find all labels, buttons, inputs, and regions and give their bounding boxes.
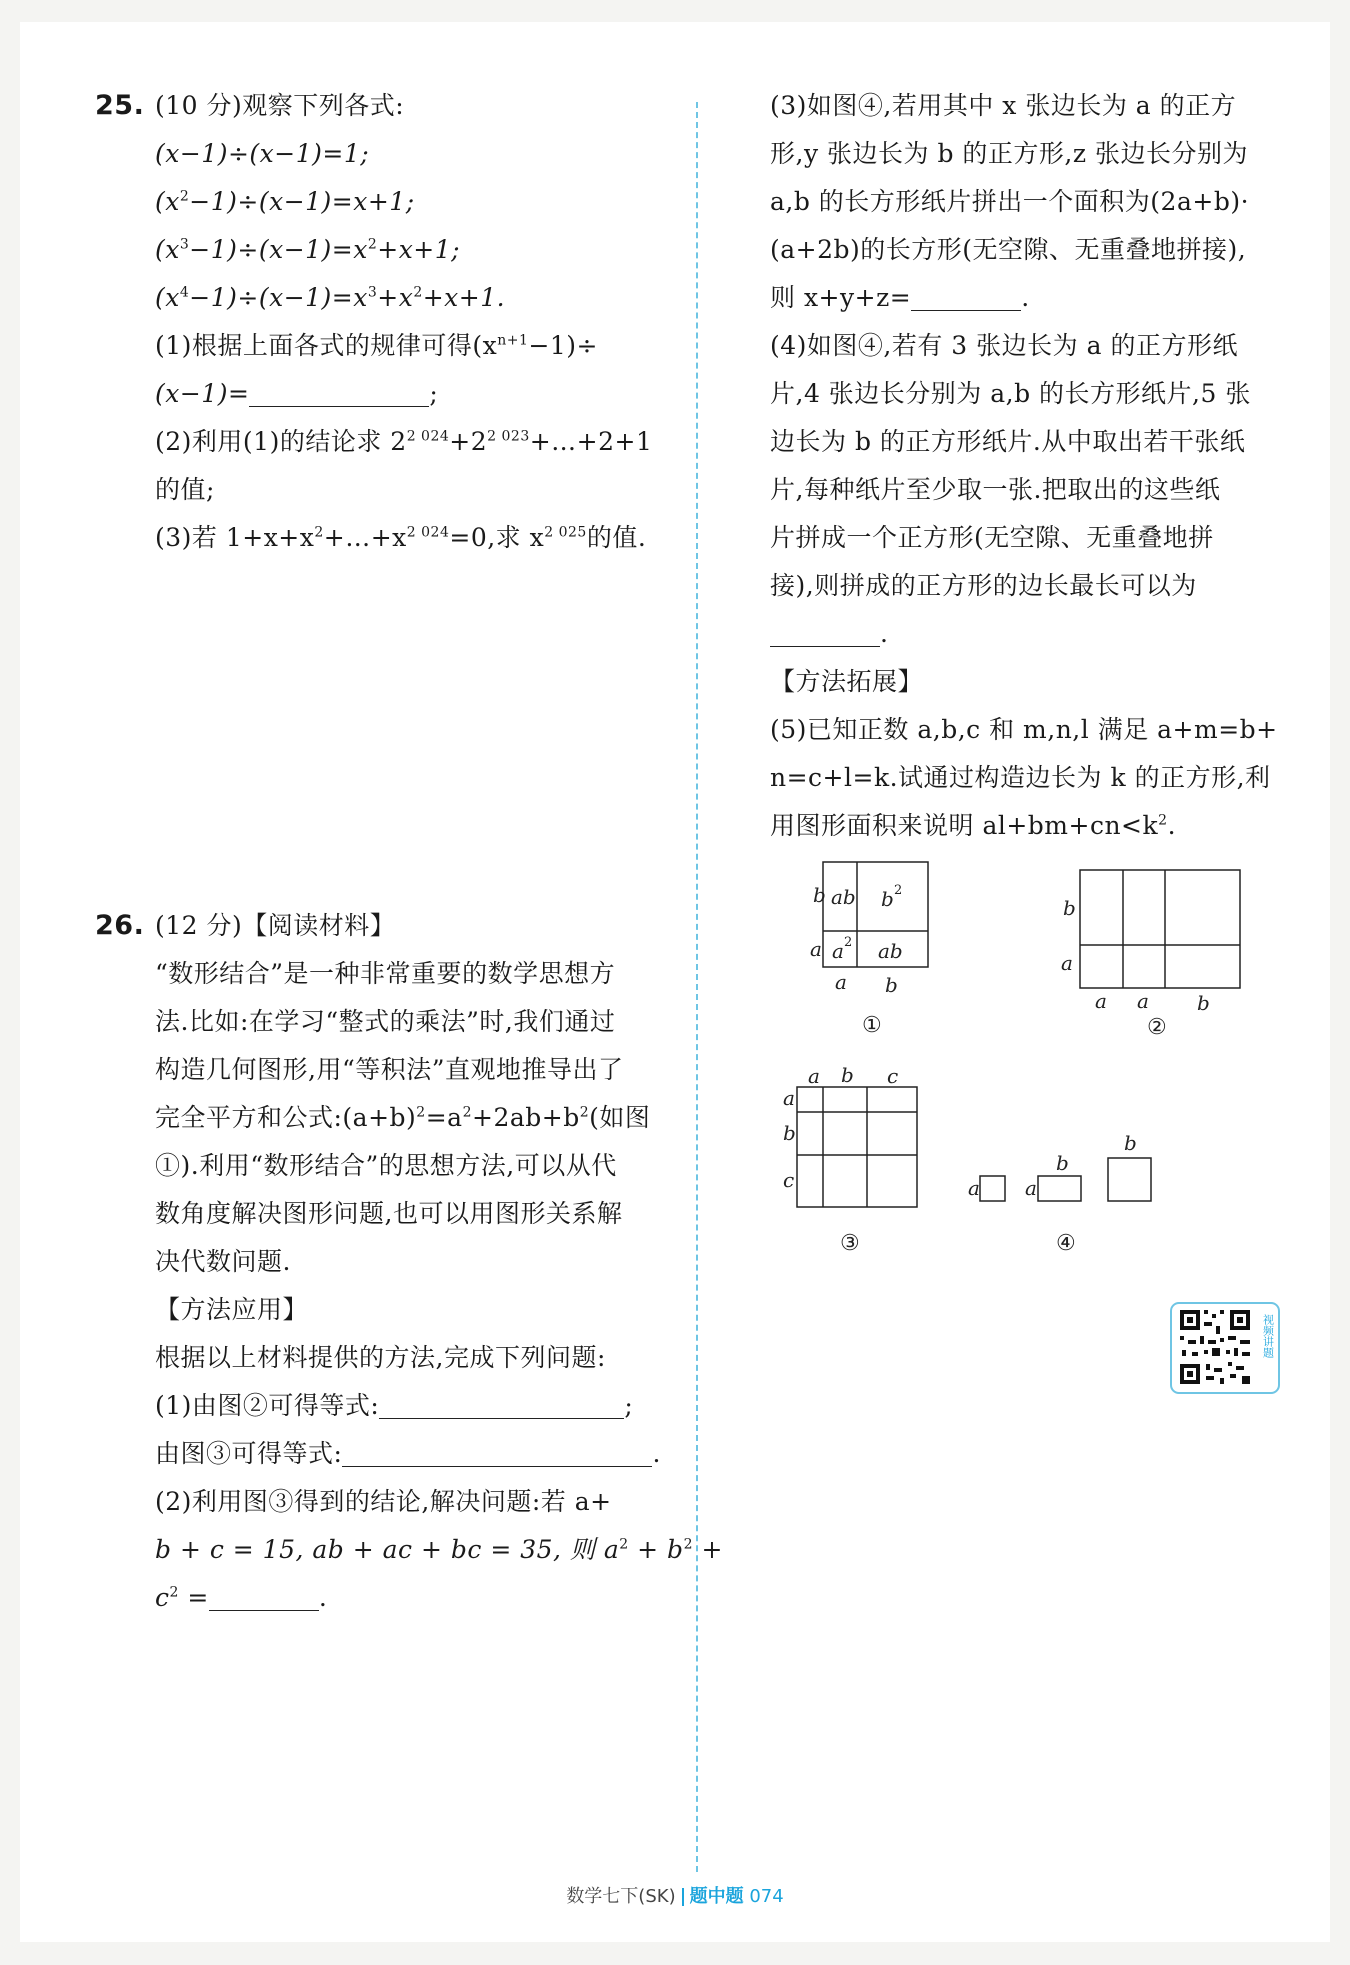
part4-line: 片,4 张边长分别为 a,b 的长方形纸片,5 张 (770, 379, 1251, 408)
footer-book-title: 数学七下(SK) (566, 1886, 676, 1907)
part4-line: 片拼成一个正方形(无空隙、无重叠地拼 (770, 523, 1214, 552)
figure-4 (968, 1131, 1151, 1256)
label-c: c (887, 1064, 899, 1088)
figure-3-caption: ③ (840, 1231, 860, 1256)
q25-part1-answer: (x−1)= ; (155, 379, 439, 408)
left-column (95, 82, 680, 562)
label-a: a (808, 1064, 820, 1088)
label-b: b (885, 973, 898, 997)
figure-4-caption: ④ (1056, 1231, 1076, 1256)
label-b: b (841, 1063, 854, 1087)
part3-line: 形,y 张边长为 b 的正方形,z 张边长分别为 (770, 139, 1248, 168)
part4-line: 片,每种纸片至少取一张.把取出的这些纸 (770, 475, 1221, 504)
part5-line: 用图形面积来说明 $al+bm+cn<k^2$. (770, 811, 1177, 840)
label-a: a (1095, 989, 1107, 1013)
part5-line: n=c+l=k.试通过构造边长为 k 的正方形,利 (770, 763, 1271, 792)
q25-eq3: $(x^3-1)\div(x-1)=x^2+x+1$; (155, 235, 461, 264)
reading-line: “数形结合”是一种非常重要的数学思想方 (155, 959, 616, 988)
part3-line: (a+2b)的长方形(无空隙、无重叠地拼接), (770, 235, 1247, 264)
q25-part1: (1)根据上面各式的规律可得$(x^{n+1}-1)\div$ (155, 331, 598, 360)
part4-line: 接),则拼成的正方形的边长最长可以为 (770, 571, 1197, 600)
answer-blank[interactable] (209, 1588, 319, 1611)
extension-heading: 【方法拓展】 (770, 667, 924, 696)
q26-part1b: 由图③可得等式: . (155, 1439, 661, 1468)
qr-label: 视频讲题 (1261, 1314, 1275, 1358)
exponent: 2 (844, 935, 853, 950)
label-b: b (813, 883, 826, 907)
label-a: a (810, 937, 822, 961)
part3-line: a,b 的长方形纸片拼出一个面积为(2a+b)· (770, 187, 1250, 216)
part4-line: 边长为 b 的正方形纸片.从中取出若干张纸 (770, 427, 1246, 456)
method-heading: 【方法应用】 (155, 1295, 309, 1324)
part4-answer: . (770, 610, 1300, 658)
q25-eq2: $(x^2-1)\div(x-1)=x+1$; (155, 187, 415, 216)
footer-series: 题中题 (689, 1886, 744, 1907)
page-footer (20, 1882, 1330, 1908)
label-a: a (968, 1176, 980, 1200)
label-b: b (1197, 991, 1210, 1015)
reading-line: 数角度解决图形问题,也可以用图形关系解 (155, 1199, 623, 1228)
part3-line: (3)如图④,若用其中 x 张边长为 a 的正方 (770, 91, 1237, 120)
part3-answer: 则 x+y+z= . (770, 283, 1030, 312)
label-b: b (783, 1121, 796, 1145)
page-number: 074 (749, 1886, 784, 1907)
q26-part2: (2)利用图③得到的结论,解决问题:若 a+ (155, 1487, 612, 1516)
answer-blank[interactable] (770, 624, 880, 647)
exponent: 2 (894, 883, 903, 898)
figures (780, 842, 1260, 1282)
answer-blank[interactable] (249, 384, 429, 407)
page (20, 22, 1330, 1942)
q25-eq1: (x−1)÷(x−1)=1; (155, 139, 370, 168)
q25-heading: (10 分)观察下列各式: (155, 91, 405, 120)
label-b: b (1063, 896, 1076, 920)
answer-blank[interactable] (342, 1444, 652, 1467)
label-a: a (783, 1086, 795, 1110)
answer-blank[interactable] (379, 1396, 624, 1419)
q26-part2b: b + c = 15, ab + ac + bc = 35, 则 $a^2 + b^2$ + (155, 1535, 723, 1564)
label-b: b (1056, 1151, 1069, 1175)
label-b: b (1124, 1131, 1137, 1155)
figure-1-caption: ① (862, 1013, 882, 1038)
label-a: a (1025, 1176, 1037, 1200)
reading-line: 构造几何图形,用“等积法”直观地推导出了 (155, 1055, 624, 1084)
question-25-number: 25. (95, 90, 145, 121)
reading-line: 完全平方和公式$:(a+b)^2=a^2+2ab+b^2$(如图 (155, 1103, 651, 1132)
q25-part3: (3)若 $1+x+x^2+\dots+x^{2 024}=0$,求 $x^{2 025}$的值. (155, 523, 647, 552)
figure-2-caption: ② (1147, 1015, 1167, 1040)
part4-line: (4)如图④,若有 3 张边长为 a 的正方形纸 (770, 331, 1238, 360)
reading-line: 决代数问题. (155, 1247, 291, 1276)
column-divider (696, 102, 698, 1872)
right-column (770, 82, 1300, 850)
label-c: c (783, 1168, 795, 1192)
reading-line: 法.比如:在学习“整式的乘法”时,我们通过 (155, 1007, 616, 1036)
qr-code[interactable] (1170, 1302, 1280, 1394)
q25-part2-cont: 的值; (155, 475, 215, 504)
question-26 (95, 902, 723, 1622)
figure-1 (810, 862, 928, 1038)
question-26-number: 26. (95, 910, 145, 941)
q26-part1: (1)由图②可得等式: ; (155, 1391, 634, 1420)
q25-part2: (2)利用(1)的结论求 $2^{2 024}+2^{2 023}+\dots+2+1$ (155, 427, 653, 456)
label-ab: ab (831, 885, 856, 909)
label-a-squared: a (832, 939, 844, 963)
label-ab: ab (878, 939, 903, 963)
label-a: a (835, 970, 847, 994)
reading-line: ①).利用“数形结合”的思想方法,可以从代 (155, 1151, 617, 1180)
q26-heading: (12 分)【阅读材料】 (155, 911, 396, 940)
q26-part2c: $c^2$ = . (155, 1583, 328, 1612)
label-a: a (1061, 951, 1073, 975)
answer-blank[interactable] (911, 288, 1021, 311)
label-b-squared: b (881, 887, 894, 911)
q25-eq4: $(x^4-1)\div(x-1)=x^3+x^2+x+1$. (155, 283, 506, 312)
figure-3 (783, 1063, 917, 1256)
figure-2 (1061, 870, 1240, 1040)
footer-separator (682, 1888, 684, 1906)
part5-line: (5)已知正数 a,b,c 和 m,n,l 满足 a+m=b+ (770, 715, 1278, 744)
method-intro: 根据以上材料提供的方法,完成下列问题: (155, 1343, 606, 1372)
label-a: a (1137, 989, 1149, 1013)
